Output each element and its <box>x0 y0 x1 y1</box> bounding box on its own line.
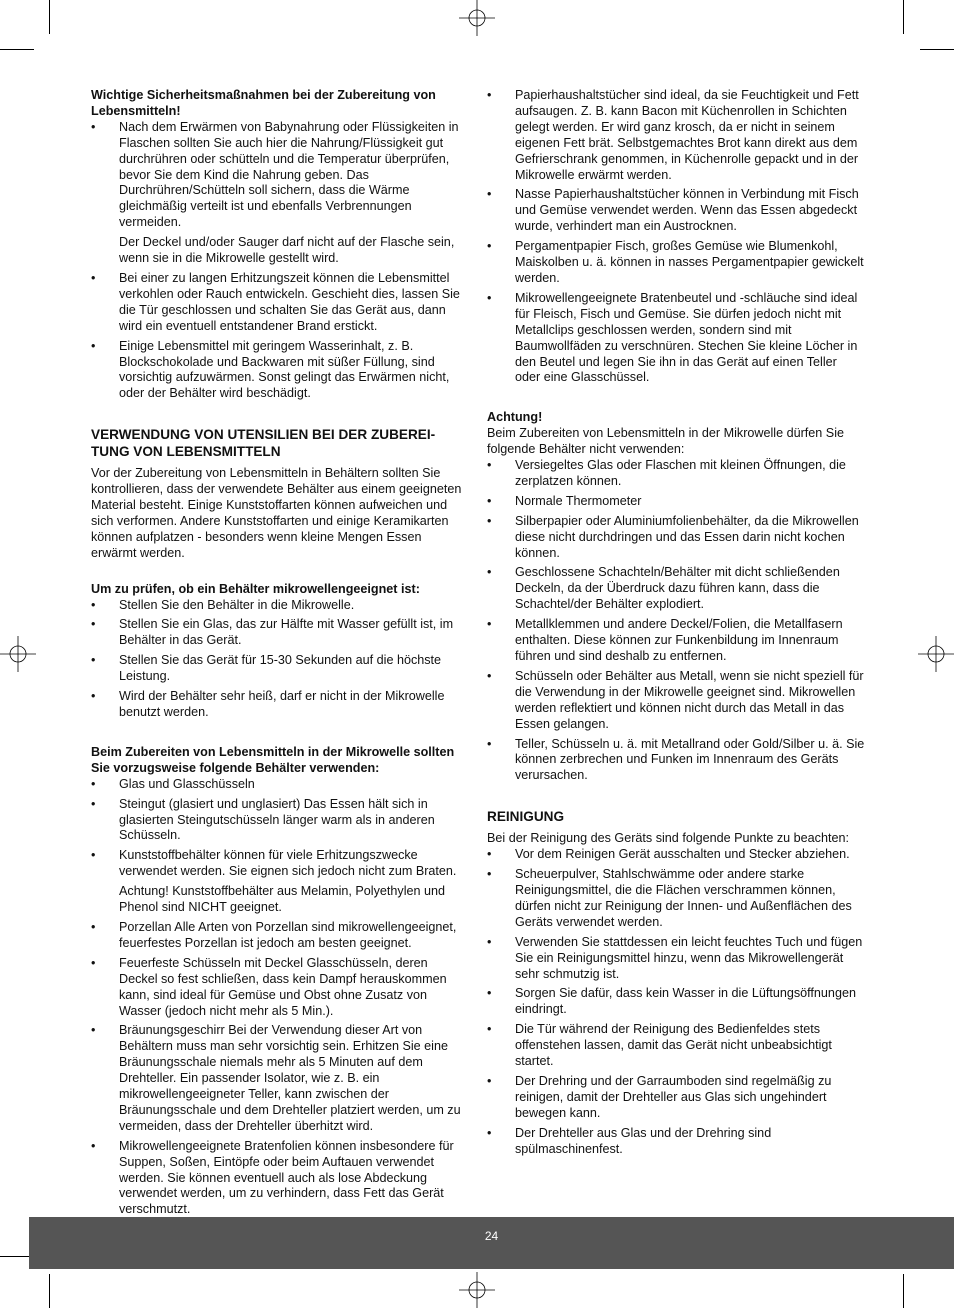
page-number: 24 <box>484 1229 499 1243</box>
list-item-continuation: Der Deckel und/oder Sauger darf nicht auf der Flasche sein, wenn sie in die Mikrowelle gestellt wird. <box>119 235 455 266</box>
containers-heading: Beim Zubereiten von Lebensmitteln in der Mikrowelle sollten Sie vorzugsweise folgende Behälter verwenden: <box>91 744 455 775</box>
list-item: • Steingut (glasiert und unglasiert) Das Essen hält sich in glasierten Steingutschüsseln länger warm als in anderen Schüsseln. <box>91 797 469 845</box>
list-item: • Bräunungsgeschirr Bei der Verwendung dieser Art von Behältern muss man sehr vorsichtig sein. Erhitzen Sie eine Bräunungsschale niemals mehr als 5 Minuten auf dem Drehteller. Ein passender Isolator, wie z. B. ein mikrowellengeeigneter Teller, kann zwischen der Bräunungsschale und dem Drehteller platziert werden, um zu vermeiden, dass der Drehteller überhitzt wird. <box>91 1023 469 1134</box>
safety-heading: Wichtige Sicherheitsmaßnahmen bei der Zubereitung von Lebensmitteln! <box>91 88 436 118</box>
list-item: • Metallklemmen und andere Deckel/Folien, die Metallfasern enthalten. Diese können zur Funkenbildung im Innenraum führen und sind deshalb zu entfernen. <box>487 617 865 665</box>
list-item: • Bei einer zu langen Erhitzungszeit können die Lebensmittel verkohlen oder Rauch entwickeln. Geschieht dies, lassen Sie die Tür geschlossen und schalten Sie das Gerät aus, dann wird ein eventuell entstandener Brand erstickt. <box>91 271 469 335</box>
left-column <box>91 88 469 1222</box>
list-item: • Silberpapier oder Aluminiumfolienbehälter, da die Mikrowellen diese nicht durchdringen und das Essen darin nicht kochen können. <box>487 514 865 562</box>
containers-list-continued <box>487 88 865 386</box>
list-item-continuation: Achtung! Kunststoffbehälter aus Melamin, Polyethylen und Phenol sind NICHT geeignet. <box>119 884 446 915</box>
right-column <box>487 88 865 1161</box>
registration-mark-right <box>918 636 954 672</box>
warning-heading: Achtung! <box>487 410 543 425</box>
list-item: • Geschlossene Schachteln/Behälter mit dicht schließenden Deckeln, da der Überdruck dazu führen kann, dass die Schachtel/der Behälter explodiert. <box>487 565 865 613</box>
test-heading: Um zu prüfen, ob ein Behälter mikrowellengeeignet ist: <box>91 581 420 596</box>
crop-mark <box>0 49 34 50</box>
list-item: • Die Tür während der Reinigung des Bedienfeldes stets offenstehen lassen, damit das Gerät nicht unbeabsichtigt startet. <box>487 1022 865 1070</box>
utensils-intro: Vor der Zubereitung von Lebensmitteln in Behältern sollten Sie kontrollieren, dass der verwendete Behälter aus einem geeigneten Material besteht. Einige Kunststoffarten können aufweichen und sich verformen. Andere Kunststoffarten und einige Keramikarten können aufplatzen - besonders wenn kleine Mengen Essen erwärmt werden. <box>91 466 462 560</box>
list-item: • Der Drehring und der Garraumboden sind regelmäßig zu reinigen, damit der Drehteller aus Glas sich ungehindert bewegen kann. <box>487 1074 865 1122</box>
list-item: • Sorgen Sie dafür, dass kein Wasser in die Lüftungsöffnungen eindringt. <box>487 986 865 1018</box>
list-item: • Normale Thermometer <box>487 494 865 510</box>
list-item: • Porzellan Alle Arten von Porzellan sind mikrowellengeeignet, feuerfestes Porzellan ist jedoch am besten geeignet. <box>91 920 469 952</box>
list-item: • Versiegeltes Glas oder Flaschen mit kleinen Öffnungen, die zerplatzen können. <box>487 458 865 490</box>
crop-mark <box>903 1274 904 1308</box>
warning-list <box>487 458 865 784</box>
crop-mark <box>49 0 50 34</box>
list-item: • Scheuerpulver, Stahlschwämme oder andere starke Reinigungsmittel, die die Flächen verschrammen können, dürfen nicht zur Reinigung der Innen- und Außenflächen des Geräts verwendet werden. <box>487 867 865 931</box>
list-item: • Vor dem Reinigen Gerät ausschalten und Stecker abziehen. <box>487 847 865 863</box>
list-item: • Mikrowellengeeignete Bratenbeutel und -schläuche sind ideal für Fleisch, Fisch und Gemüse. Sie dürfen jedoch nicht mit Metallclips geschlossen werden, sondern sind mit Baumwollfäden zu verschnüren. Stechen Sie kleine Löcher in den Beutel und legen Sie ihn in das Gerät auf einen Teller oder eine Glasschüssel. <box>487 291 865 386</box>
crop-mark <box>903 0 904 34</box>
cleaning-list <box>487 847 865 1157</box>
crop-mark <box>49 1274 50 1308</box>
registration-mark-left <box>0 636 36 672</box>
list-item: • Stellen Sie das Gerät für 15-30 Sekunden auf die höchste Leistung. <box>91 653 469 685</box>
list-item: • Mikrowellengeeignete Bratenfolien können insbesondere für Suppen, Soßen, Eintöpfe oder beim Auftauen verwendet werden. Sie können eventuell auch als lose Abdeckung verwendet werden, um zu verhindern, dass Fett das Gerät verschmutzt. <box>91 1139 469 1219</box>
utensils-heading: VERWENDUNG VON UTENSILIEN BEI DER ZUBEREI-TUNG VON LEBENSMITTELN <box>91 427 436 460</box>
list-item: • Einige Lebensmittel mit geringem Wasserinhalt, z. B. Blockschokolade und Backwaren mit süßer Füllung, sind vorsichtig aufzuwärmen. Sonst gelingt das Erwärmen nicht, oder der Behälter wird beschädigt. <box>91 339 469 403</box>
containers-list <box>91 777 469 1219</box>
list-item: • Schüsseln oder Behälter aus Metall, wenn sie nicht speziell für die Verwendung in der Mikrowelle geeignet sind. Mikrowellen werden reflektiert und können nicht durch das Metall in das Essen gelangen. <box>487 669 865 733</box>
list-item: • Glas und Glasschüsseln <box>91 777 469 793</box>
registration-mark-top <box>459 0 495 36</box>
list-item: • Papierhaushaltstücher sind ideal, da sie Feuchtigkeit und Fett aufsaugen. Z. B. kann Bacon mit Küchenrollen in Schichten gelegt werden. Er wird ganz krosch, da er nicht in seinem eigenen Fett brät. Selbstgemachtes Brot kann direkt aus dem Gefrierschrank genommen, in Küchenrolle gepackt und in der Mikrowelle erwärmt werden. <box>487 88 865 183</box>
list-item: • Teller, Schüsseln u. ä. mit Metallrand oder Gold/Silber u. ä. Sie können zerbrechen und Funken im Innenraum des Geräts verursachen. <box>487 737 865 785</box>
page-footer <box>29 1217 954 1269</box>
list-item: • Wird der Behälter sehr heiß, darf er nicht in der Mikrowelle benutzt werden. <box>91 689 469 721</box>
cleaning-heading: REINIGUNG <box>487 809 565 825</box>
crop-mark <box>920 49 954 50</box>
list-item: • Stellen Sie ein Glas, das zur Hälfte mit Wasser gefüllt ist, im Behälter in das Gerät. <box>91 617 469 649</box>
safety-list <box>91 120 469 402</box>
list-item: • Verwenden Sie stattdessen ein leicht feuchtes Tuch und fügen Sie ein Reinigungsmittel hinzu, wenn das Mikrowellengerät sehr schmutzig ist. <box>487 935 865 983</box>
list-item: • Der Drehteller aus Glas und der Drehring sind spülmaschinenfest. <box>487 1126 865 1158</box>
list-item: • Nach dem Erwärmen von Babynahrung oder Flüssigkeiten in Flaschen sollten Sie auch hier die Nahrung/Flüssigkeit gut durchrühren oder schütteln und die Temperatur überprüfen, bevor Sie dem Kind die Nahrung geben. Das Durchrühren/Schütteln soll sichern, dass die Wärme gleichmäßig verteilt ist und ebenfalls Verbrennungen vermeiden. Der Deckel und/oder Sauger darf nicht auf der Flasche sein, wenn sie in die Mikrowelle gestellt wird. <box>91 120 469 267</box>
list-item: • Feuerfeste Schüsseln mit Deckel Glasschüsseln, deren Deckel so fest schließen, dass kein Dampf herauskommen kann, sind ideal für Gemüse und Obst ohne Zusatz von Wasser (jedoch nicht mehr als 5 Min.). <box>91 956 469 1020</box>
cleaning-intro: Bei der Reinigung des Geräts sind folgende Punkte zu beachten: <box>487 831 849 846</box>
list-item: • Nasse Papierhaushaltstücher können in Verbindung mit Fisch und Gemüse verwendet werden. Wenn das Essen abgedeckt wurde, verhindert man ein Austrocknen. <box>487 187 865 235</box>
registration-mark-bottom <box>459 1272 495 1308</box>
list-item: • Stellen Sie den Behälter in die Mikrowelle. <box>91 598 469 614</box>
list-item: • Pergamentpapier Fisch, großes Gemüse wie Blumenkohl, Maiskolben u. ä. können in nasses Pergamentpapier gewickelt werden. <box>487 239 865 287</box>
warning-intro: Beim Zubereiten von Lebensmitteln in der Mikrowelle dürfen Sie folgende Behälter nicht verwenden: <box>487 426 845 457</box>
test-list <box>91 598 469 721</box>
list-item: • Kunststoffbehälter können für viele Erhitzungszwecke verwendet werden. Sie eignen sich jedoch nicht zum Braten. Achtung! Kunststoffbehälter aus Melamin, Polyethylen und Phenol sind NICHT geeignet. <box>91 848 469 916</box>
